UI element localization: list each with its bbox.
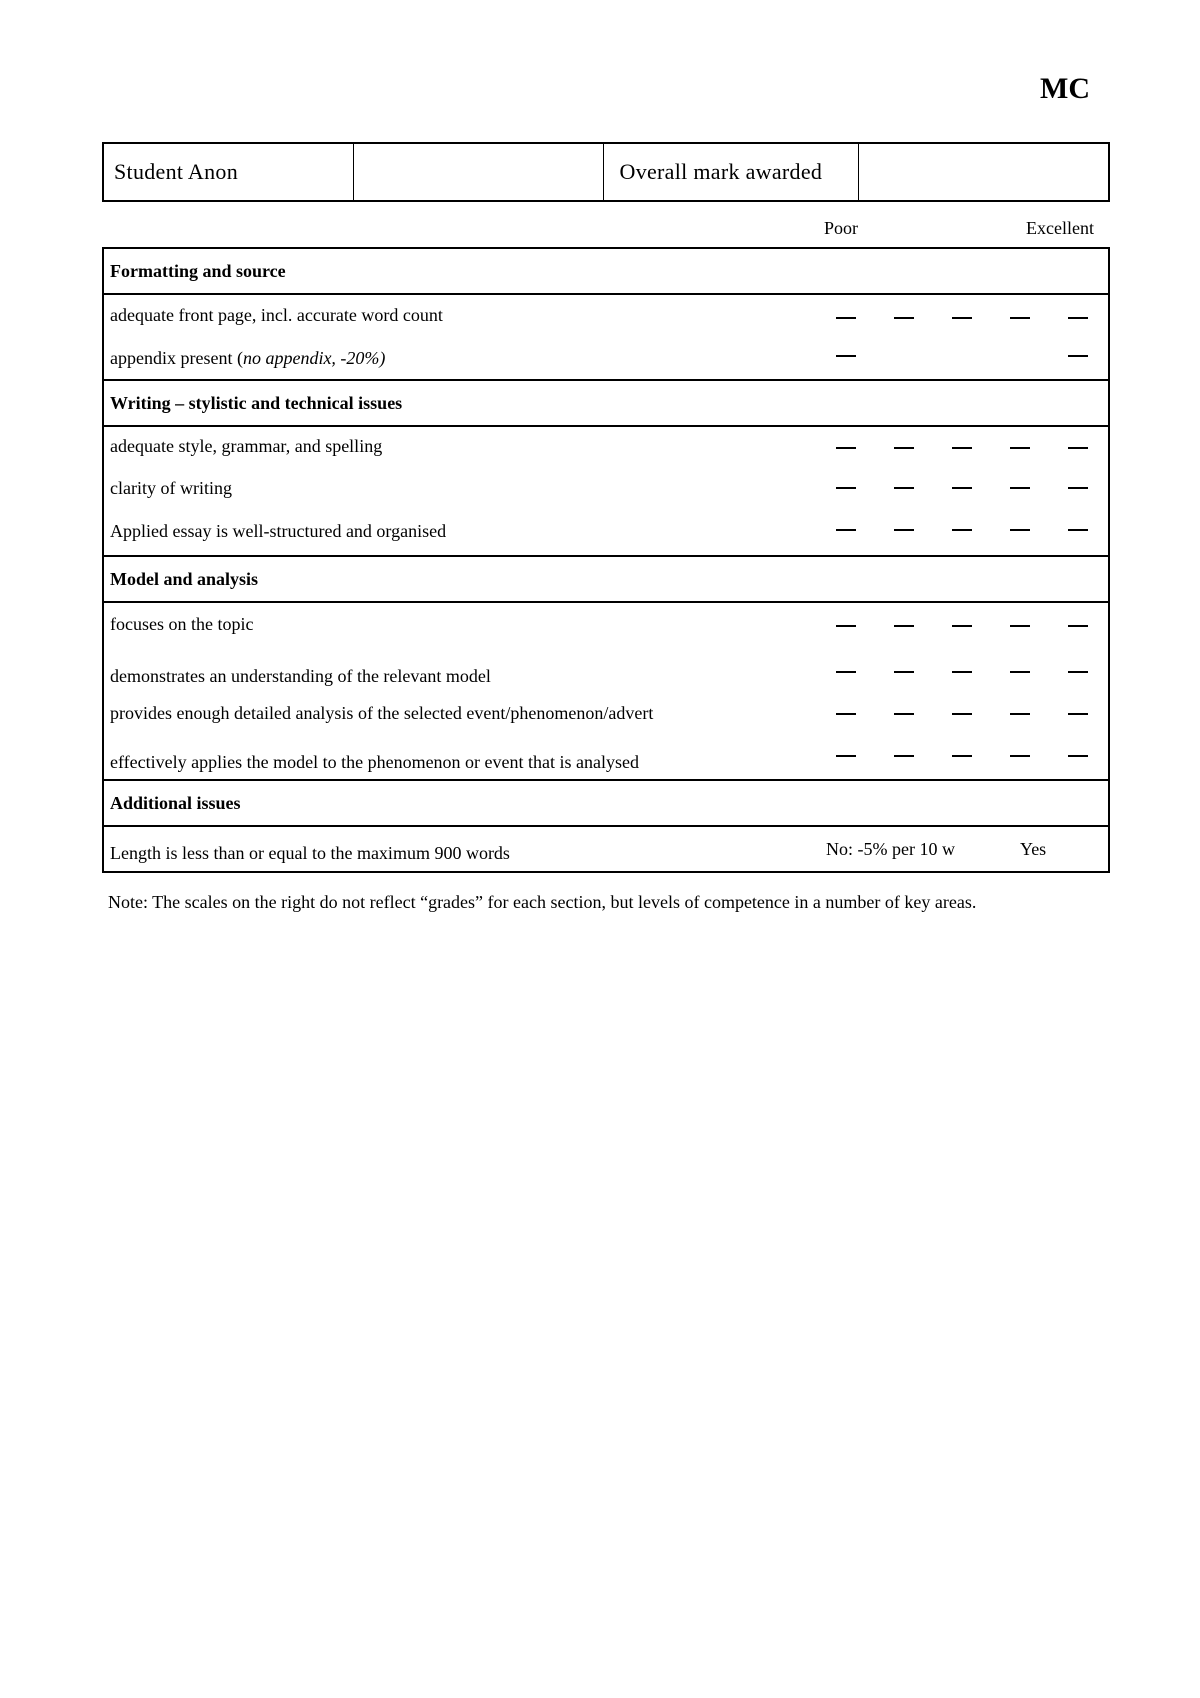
section-header-model: Model and analysis xyxy=(104,557,1108,603)
rating-option-4[interactable] xyxy=(1010,447,1030,449)
section-body-formatting xyxy=(104,295,1108,381)
student-header-table xyxy=(102,142,1110,202)
rating-option-5[interactable] xyxy=(1068,755,1088,757)
rating-scale xyxy=(822,469,1108,511)
rating-option-1[interactable] xyxy=(836,487,856,489)
rubric-row xyxy=(104,427,1108,469)
rubric-row xyxy=(104,691,1108,735)
rating-option-5[interactable] xyxy=(1068,317,1088,319)
rating-option-5[interactable] xyxy=(1068,625,1088,627)
rubric-row xyxy=(104,827,1108,871)
rating-option-1[interactable] xyxy=(836,755,856,757)
rubric-row xyxy=(104,511,1108,555)
rating-option-1[interactable] xyxy=(836,529,856,531)
rating-scale xyxy=(822,427,1108,469)
scale-poor-label: Poor xyxy=(824,218,859,238)
criterion-label: provides enough detailed analysis of the selected event/phenomenon/advert xyxy=(110,702,654,723)
criterion-label: effectively applies the model to the phenomenon or event that is analysed xyxy=(110,751,640,772)
section-body-additional xyxy=(104,827,1108,871)
criterion-label: clarity of writing xyxy=(110,477,232,498)
document-code: MC xyxy=(1040,72,1090,105)
student-value-field[interactable] xyxy=(354,144,604,200)
rating-scale xyxy=(822,295,1108,337)
rating-scale xyxy=(822,647,1108,691)
rating-scale xyxy=(822,691,1108,735)
length-answers xyxy=(822,827,1108,871)
section-header-formatting: Formatting and source xyxy=(104,249,1108,295)
overall-mark-field[interactable] xyxy=(859,144,1108,200)
rubric-row xyxy=(104,735,1108,779)
rating-option-3[interactable] xyxy=(952,671,972,673)
rating-option-3[interactable] xyxy=(952,487,972,489)
rating-option-2[interactable] xyxy=(894,529,914,531)
rating-scale xyxy=(822,511,1108,555)
criterion-label: adequate style, grammar, and spelling xyxy=(110,435,383,456)
rating-option-4[interactable] xyxy=(1010,625,1030,627)
rating-option-1[interactable] xyxy=(836,671,856,673)
rating-option-4[interactable] xyxy=(1010,755,1030,757)
rating-option-2[interactable] xyxy=(894,625,914,627)
rubric-row xyxy=(104,469,1108,511)
rating-option-3[interactable] xyxy=(952,529,972,531)
rating-option-4[interactable] xyxy=(1010,671,1030,673)
rating-option-2[interactable] xyxy=(894,447,914,449)
rating-scale xyxy=(822,735,1108,779)
rating-option-4[interactable] xyxy=(1010,487,1030,489)
rating-option-3[interactable] xyxy=(952,625,972,627)
rubric-row xyxy=(104,647,1108,691)
rating-option-1[interactable] xyxy=(836,625,856,627)
rating-option-3[interactable] xyxy=(952,713,972,715)
criterion-label-plain: appendix present ( xyxy=(110,347,243,368)
criterion-label-italic: no appendix, -20%) xyxy=(242,347,386,368)
criterion-label: focuses on the topic xyxy=(110,613,254,634)
section-body-writing xyxy=(104,427,1108,557)
criterion-label: adequate front page, incl. accurate word count xyxy=(110,304,443,325)
length-answer-no[interactable]: No: -5% per 10 w xyxy=(826,839,955,859)
rating-option-5[interactable] xyxy=(1068,529,1088,531)
rating-option-3[interactable] xyxy=(952,447,972,449)
rubric-table xyxy=(102,247,1110,873)
rating-scale xyxy=(822,603,1108,647)
criterion-label: demonstrates an understanding of the relevant model xyxy=(110,665,491,686)
rating-option-1[interactable] xyxy=(836,713,856,715)
rating-option-1[interactable] xyxy=(836,447,856,449)
rating-option-3[interactable] xyxy=(952,317,972,319)
rating-option-4[interactable] xyxy=(1010,317,1030,319)
criterion-label: Applied essay is well-structured and organised xyxy=(110,520,447,541)
rating-option-1[interactable] xyxy=(836,317,856,319)
rating-option-5[interactable] xyxy=(1068,671,1088,673)
rating-option-2[interactable] xyxy=(894,671,914,673)
section-header-writing: Writing – stylistic and technical issues xyxy=(104,381,1108,427)
rubric-row xyxy=(104,603,1108,647)
rating-option-2[interactable] xyxy=(894,487,914,489)
rating-option-2[interactable] xyxy=(894,317,914,319)
rating-option-2[interactable] xyxy=(894,713,914,715)
section-body-model xyxy=(104,603,1108,781)
rating-option-3[interactable] xyxy=(952,755,972,757)
rating-option-5[interactable] xyxy=(1068,447,1088,449)
rating-scale xyxy=(822,337,1108,379)
scale-labels xyxy=(102,218,1110,242)
rating-option-4[interactable] xyxy=(1010,713,1030,715)
rating-option-5[interactable] xyxy=(1068,487,1088,489)
rubric-row xyxy=(104,337,1108,379)
rubric-row xyxy=(104,295,1108,337)
rating-option-4[interactable] xyxy=(1010,529,1030,531)
footnote: Note: The scales on the right do not reflect “grades” for each section, but levels of competence in a number of key areas. xyxy=(108,892,977,912)
rating-option-2[interactable] xyxy=(894,755,914,757)
criterion-label: Length is less than or equal to the maximum 900 words xyxy=(110,842,510,863)
student-label: Student Anon xyxy=(104,144,354,200)
overall-mark-label: Overall mark awarded xyxy=(604,144,860,200)
rating-option-yes[interactable] xyxy=(1068,355,1088,357)
length-answer-yes[interactable]: Yes xyxy=(1020,839,1047,859)
rating-option-no[interactable] xyxy=(836,355,856,357)
rating-option-5[interactable] xyxy=(1068,713,1088,715)
section-header-additional: Additional issues xyxy=(104,781,1108,827)
scale-excellent-label: Excellent xyxy=(1026,218,1094,238)
